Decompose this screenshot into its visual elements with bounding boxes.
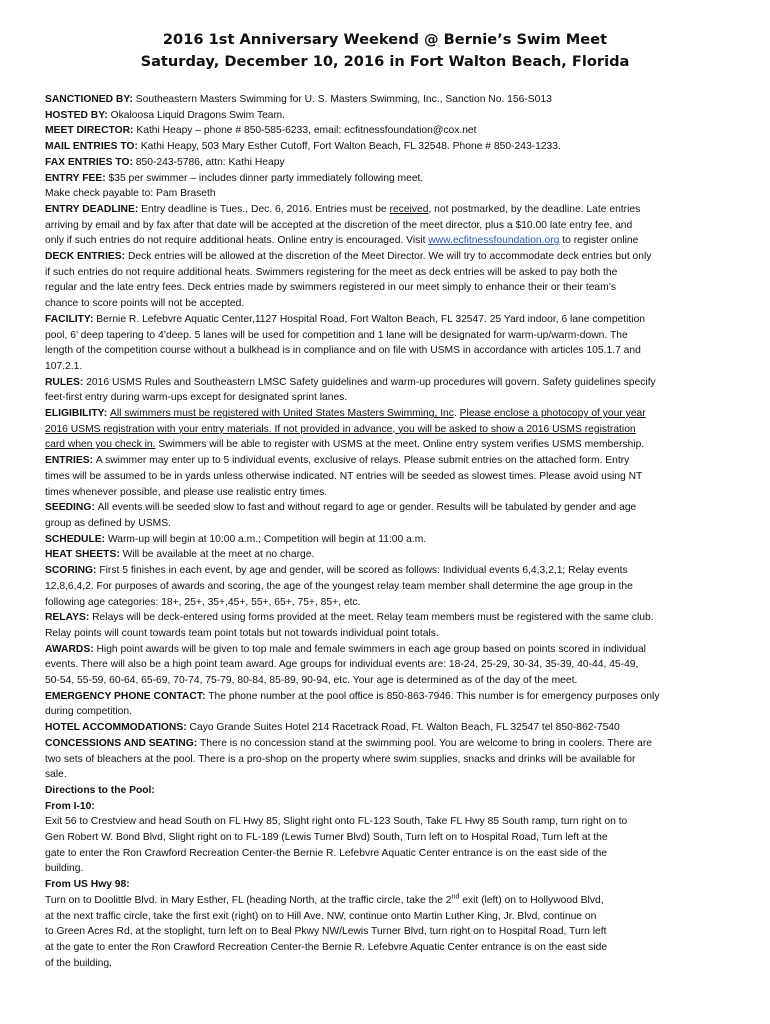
text-line — [45, 689, 729, 705]
text-run: events. There will also be a high point team award. Age groups for individual events are: 18-24, 25-29, 30-34, 35-39, 40-44, 45-49, — [45, 659, 639, 671]
underlined-text: 2016 USMS registration with your entry materials. If not provided in advance, you will be asked to show a 2016 USMS registration — [45, 423, 636, 435]
text-run: at the gate to enter the Ron Crawford Recreation Center-the Bernie R. Lefebvre Aquatic Center entrance is on the east side — [45, 941, 608, 953]
text-line — [45, 909, 729, 925]
text-run: $35 per swimmer – includes dinner party immediately following meet. — [108, 172, 424, 184]
text-run: Southeastern Masters Swimming for U. S. Masters Swimming, Inc., Sanction No. 156-S013 — [135, 94, 552, 105]
text-run: 2016 USMS Rules and Southeastern LMSC Safety guidelines and warm-up procedures will govern. Safety guidelines specify — [86, 376, 656, 388]
text-line — [45, 956, 729, 972]
superscript: nd — [451, 893, 460, 901]
text-line — [45, 296, 729, 312]
text-line — [45, 924, 729, 940]
text-run: if such entries do not require additional heats. Swimmers registering for the meet as deck entries will be asked to pay both the — [45, 266, 618, 278]
text-line — [45, 485, 729, 501]
text-run: There is no concession stand at the swimming pool. You are welcome to bring in coolers. There are — [200, 737, 653, 749]
text-run: Will be available at the meet at no charge. — [122, 549, 315, 561]
text-run: arriving by email and by fax after that date will be accepted at the discretion of the meet director, plus a $10.00 late entry fee, and — [45, 219, 633, 231]
text-line — [45, 595, 729, 611]
text-line — [45, 673, 729, 689]
text-run: sale. — [45, 769, 67, 781]
text-line — [45, 108, 729, 124]
text-line — [45, 720, 729, 736]
text-line — [45, 406, 729, 422]
text-line — [45, 437, 729, 453]
text-run: Entry deadline is Tues., Dec. 6, 2016. Entries must be — [141, 203, 390, 215]
text-run: Swimmers will be able to register with USMS at the meet. Online entry system verifies USMS membership. — [155, 439, 645, 451]
bold-label: From US Hwy 98: — [45, 879, 130, 891]
text-line — [45, 202, 729, 218]
bold-label: FAX ENTRIES TO: — [45, 156, 136, 168]
bold-label: SCORING: — [45, 565, 100, 577]
text-run: two sets of bleachers at the pool. There is a pro-shop on the property where swim supplies, snacks and drinks will be available for — [45, 753, 636, 765]
text-line — [45, 799, 729, 815]
text-line — [45, 752, 729, 768]
text-run: Gen Robert W. Bond Blvd, Slight right on to FL-189 (Lewis Turner Blvd) South, Turn left on to Hospital Road, Turn left at the — [45, 832, 608, 844]
text-line — [45, 469, 729, 485]
text-run: at the next traffic circle, take the first exit (right) on to Hill Ave. NW, continue onto Martin Luther King, Jr. Blvd, continue on — [45, 910, 597, 922]
underlined-text: card when you check in. — [45, 439, 156, 451]
text-run: exit (left) on to Hollywood Blvd, — [459, 894, 604, 906]
bold-label: ENTRY DEADLINE: — [45, 203, 142, 215]
text-line — [45, 940, 729, 956]
text-run: 12,8,6,4,2. For purposes of awards and scoring, the age of the youngest relay team member shall determine the age group in the — [45, 580, 633, 592]
text-line — [45, 249, 729, 265]
bold-label: SCHEDULE: — [45, 533, 108, 545]
bold-label: AWARDS: — [45, 643, 97, 655]
text-line — [45, 155, 729, 171]
text-line — [45, 767, 729, 783]
text-run: Bernie R. Lefebvre Aquatic Center,1127 Hospital Road, Fort Walton Beach, FL 32547. 25 Yard indoor, 6 lane competition — [96, 313, 646, 325]
bold-label: HEAT SHEETS: — [45, 549, 123, 561]
text-run: following age categories: 18+, 25+, 35+,45+, 55+, 65+, 75+, 85+, etc. — [45, 596, 361, 608]
text-run: pool, 6’ deep tapering to 4’deep. 5 lanes will be used for competition and 1 lane will be designated for warm-up/warm-down. The — [45, 329, 628, 341]
website-link[interactable]: www.ecfitnessfoundation.org — [428, 235, 560, 247]
text-run: All events will be seeded slow to fast and without regard to age or gender. Results will be tabulated by gender and age — [97, 502, 637, 514]
underlined-text: All swimmers must be registered with United States Masters Swimming, Inc — [110, 408, 454, 420]
text-run: to register online — [559, 235, 639, 247]
text-line — [45, 830, 729, 846]
text-line — [45, 92, 729, 108]
text-run: Warm-up will begin at 10:00 a.m.; Competition will begin at 11:00 a.m. — [107, 533, 427, 545]
text-run: times whenever possible, and please use realistic entry times. — [45, 486, 328, 498]
bold-label: FACILITY: — [45, 313, 97, 325]
text-run: chance to score points will not be accepted. — [45, 298, 245, 310]
text-line — [45, 563, 729, 579]
bold-label: DECK ENTRIES: — [45, 251, 128, 263]
text-line — [45, 359, 729, 375]
text-line — [45, 547, 729, 563]
text-run: length of the competition course without a bulkhead is in compliance and on file with USMS in accordance with articles 105.1.7 and — [45, 345, 641, 357]
text-line — [45, 877, 729, 893]
text-line — [45, 233, 729, 249]
text-run: to Green Acres Rd, at the stoplight, turn left on to Beal Pkwy NW/Lewis Turner Blvd, turn right on to Hospital Road, Turn left — [45, 926, 607, 938]
bold-label: ENTRY FEE: — [45, 172, 109, 184]
text-line — [45, 846, 729, 862]
text-line — [45, 343, 729, 359]
bold-label: HOSTED BY: — [45, 109, 111, 121]
text-run: Make check payable to: Pam Braseth — [45, 188, 216, 200]
bold-label: MEET DIRECTOR: — [45, 125, 137, 137]
underlined-text: received — [389, 203, 429, 215]
bold-label: SEEDING: — [45, 502, 98, 514]
bold-label: CONCESSIONS AND SEATING: — [45, 737, 201, 749]
text-run: regular and the late entry fees. Deck entries made by swimmers registered in our meet simply to enhance their or their team’s — [45, 282, 616, 294]
text-run: Deck entries will be allowed at the discretion of the Meet Director. We will try to accommodate deck entries but only — [127, 251, 652, 263]
text-run: group as defined by USMS. — [45, 517, 171, 529]
text-line — [45, 123, 729, 139]
text-line — [45, 814, 729, 830]
text-line — [45, 642, 729, 658]
text-run: times will be assumed to be in yards unless otherwise indicated. NT entries will be seeded as slowest times. Please avoid using NT — [45, 470, 643, 482]
text-run: Relays will be deck-entered using forms provided at the meet. Relay team members must be registered with the same club. — [92, 612, 654, 624]
text-line — [45, 422, 729, 438]
text-run: only if such entries do not require additional heats. Online entry is encouraged. Visit — [45, 235, 429, 247]
text-run: building. — [45, 863, 84, 875]
text-line — [45, 893, 729, 909]
document-body — [45, 92, 729, 971]
text-line — [45, 375, 729, 391]
bold-label: From I-10: — [45, 800, 95, 812]
text-line — [45, 171, 729, 187]
bold-label: MAIL ENTRIES TO: — [45, 141, 141, 153]
title-line-1: 2016 1st Anniversary Weekend @ Bernie’s Swim Meet — [162, 31, 608, 48]
text-run: Turn on to Doolittle Blvd. in Mary Esther, FL (heading North, at the traffic circle, take the 2 — [45, 894, 452, 906]
bold-label: EMERGENCY PHONE CONTACT: — [45, 690, 209, 702]
bold-label: RELAYS: — [45, 612, 93, 624]
text-line — [45, 265, 729, 281]
text-run: First 5 finishes in each event, by age and gender, will be scored as follows: Individual events 6,4,3,2,1; Relay events — [99, 565, 628, 577]
text-line — [45, 500, 729, 516]
text-run: of the building. — [45, 957, 112, 969]
text-line — [45, 861, 729, 877]
text-line — [45, 390, 729, 406]
text-run: Kathi Heapy, 503 Mary Esther Cutoff, Fort Walton Beach, FL 32548. Phone # 850-243-1233. — [140, 141, 561, 153]
bold-label: ENTRIES: — [45, 455, 96, 467]
bold-label: SANCTIONED BY: — [45, 94, 136, 105]
text-line — [45, 610, 729, 626]
text-line — [45, 186, 729, 202]
text-run: 850-243-5786, attn: Kathi Heapy — [135, 156, 285, 168]
text-line — [45, 453, 729, 469]
text-line — [45, 516, 729, 532]
text-run: Exit 56 to Crestview and head South on FL Hwy 85, Slight right onto FL-123 South, Take FL Hwy 85 South ramp, turn right on to — [45, 816, 628, 828]
text-run: Okaloosa Liquid Dragons Swim Team. — [110, 109, 285, 121]
text-line — [45, 218, 729, 234]
text-line — [45, 626, 729, 642]
text-line — [45, 139, 729, 155]
text-run: Cayo Grande Suites Hotel 214 Racetrack Road, Ft. Walton Beach, FL 32547 tel 850-862-7540 — [189, 722, 620, 734]
text-run: High point awards will be given to top male and female swimmers in each age group based on points scored in individual — [96, 643, 646, 655]
text-line — [45, 280, 729, 296]
text-run: , not postmarked, by the deadline. Late entries — [428, 203, 641, 215]
text-run: during competition. — [45, 706, 133, 718]
text-run: feet-first entry during warm-ups except for designated sprint lanes. — [45, 392, 348, 404]
title-line-2: Saturday, December 10, 2016 in Fort Walton Beach, Florida — [140, 53, 630, 70]
text-line — [45, 783, 729, 799]
text-line — [45, 328, 729, 344]
bold-label: Directions to the Pool: — [45, 784, 155, 796]
bold-label: HOTEL ACCOMMODATIONS: — [45, 722, 190, 734]
bold-label: RULES: — [45, 376, 87, 388]
text-run: Relay points will count towards team point totals but not towards individual point totals. — [45, 627, 439, 639]
text-run: 50-54, 55-59, 60-64, 65-69, 70-74, 75-79, 80-84, 85-89, 90-94, etc. Your age is determined as of the day of the meet. — [45, 675, 578, 687]
text-run: The phone number at the pool office is 850-863-7946. This number is for emergency purposes only — [208, 690, 660, 702]
text-run: 107.2.1. — [45, 360, 83, 372]
text-line — [45, 312, 729, 328]
text-line — [45, 736, 729, 752]
underlined-text: Please enclose a photocopy of your year — [459, 408, 646, 420]
text-line — [45, 579, 729, 595]
text-run: A swimmer may enter up to 5 individual events, exclusive of relays. Please submit entries on the attached form. Entry — [95, 455, 630, 467]
text-run: gate to enter the Ron Crawford Recreation Center-the Bernie R. Lefebvre Aquatic Center entrance is on the east side of the — [45, 847, 608, 859]
text-line — [45, 657, 729, 673]
text-line — [45, 532, 729, 548]
bold-label: ELIGIBILITY: — [45, 408, 111, 420]
text-run: . — [453, 408, 460, 420]
text-line — [45, 704, 729, 720]
text-run: Kathi Heapy – phone # 850-585-6233, email: ecfitnessfoundation@cox.net — [136, 125, 477, 137]
